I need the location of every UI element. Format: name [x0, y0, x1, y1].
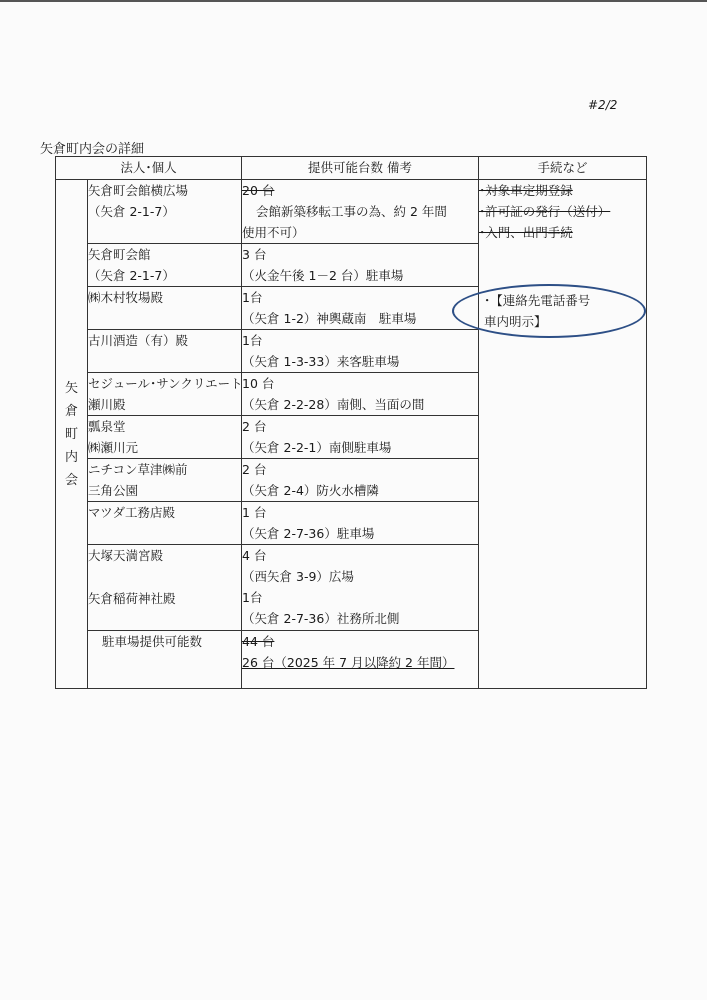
page-title: 矢倉町内会の詳細	[40, 142, 145, 157]
header-capacity: 提供可能台数 備考	[242, 157, 479, 180]
name-cell: 大塚天満宮殿 矢倉稲荷神社殿	[88, 545, 242, 631]
capacity-cell: 10 台 （矢倉 2-2-28）南側、当面の間	[242, 373, 479, 416]
capacity-cell: 1 台 （矢倉 2-7-36）駐車場	[242, 502, 479, 545]
group-label-yakura: 矢 倉 町 内 会	[56, 180, 88, 689]
total-row	[56, 631, 647, 689]
capacity-cell: 2 台 （矢倉 2-4）防火水槽隣	[242, 459, 479, 502]
header-procedure: 手続など	[479, 157, 647, 180]
name-cell: ニチコン草津㈱前 三角公園	[88, 459, 242, 502]
capacity-cell: 1台 （矢倉 1-2）神輿蔵南 駐車場	[242, 287, 479, 330]
capacity-cell: 2 台 （矢倉 2-2-1）南側駐車場	[242, 416, 479, 459]
total-value: 44 台 26 台（2025 年 7 月以降約 2 年間）	[242, 631, 647, 689]
capacity-cell: 1台 （矢倉 1-3-33）来客駐車場	[242, 330, 479, 373]
procedure-cell	[479, 180, 647, 689]
name-cell: 矢倉町会館横広場 （矢倉 2-1-7）	[88, 180, 242, 244]
header-corp: 法人･個人	[56, 157, 242, 180]
name-cell: 瓢泉堂 ㈱瀬川元	[88, 416, 242, 459]
capacity-cell: 3 台 （火金午後 1－2 台）駐車場	[242, 244, 479, 287]
header-row	[56, 157, 647, 180]
name-cell: ㈱木村牧場殿	[88, 287, 242, 330]
name-cell: マツダ工務店殿	[88, 502, 242, 545]
capacity-cell: 20 台 会館新築移転工事の為、約 2 年間 使用不可）	[242, 180, 479, 244]
procedure-item: ･許可証の発行（送付）	[479, 204, 611, 219]
procedure-item: ･対象車定期登録	[479, 183, 573, 198]
capacity-cell: 4 台 （西矢倉 3-9）広場 1台 （矢倉 2-7-36）社務所北側	[242, 545, 479, 631]
page-number: #2/2	[588, 98, 618, 112]
table-row	[56, 180, 647, 244]
total-label: 駐車場提供可能数	[88, 631, 242, 689]
name-cell: 古川酒造（有）殿	[88, 330, 242, 373]
parking-table	[55, 156, 647, 689]
contact-note: ･【連絡先電話番号 車内明示】	[484, 293, 591, 329]
name-cell: 矢倉町会館 （矢倉 2-1-7）	[88, 244, 242, 287]
procedure-item: ･入門、出門手続	[479, 225, 573, 240]
top-edge-line	[0, 0, 707, 2]
name-cell: セジュール･サンクリエート 瀬川殿	[88, 373, 242, 416]
